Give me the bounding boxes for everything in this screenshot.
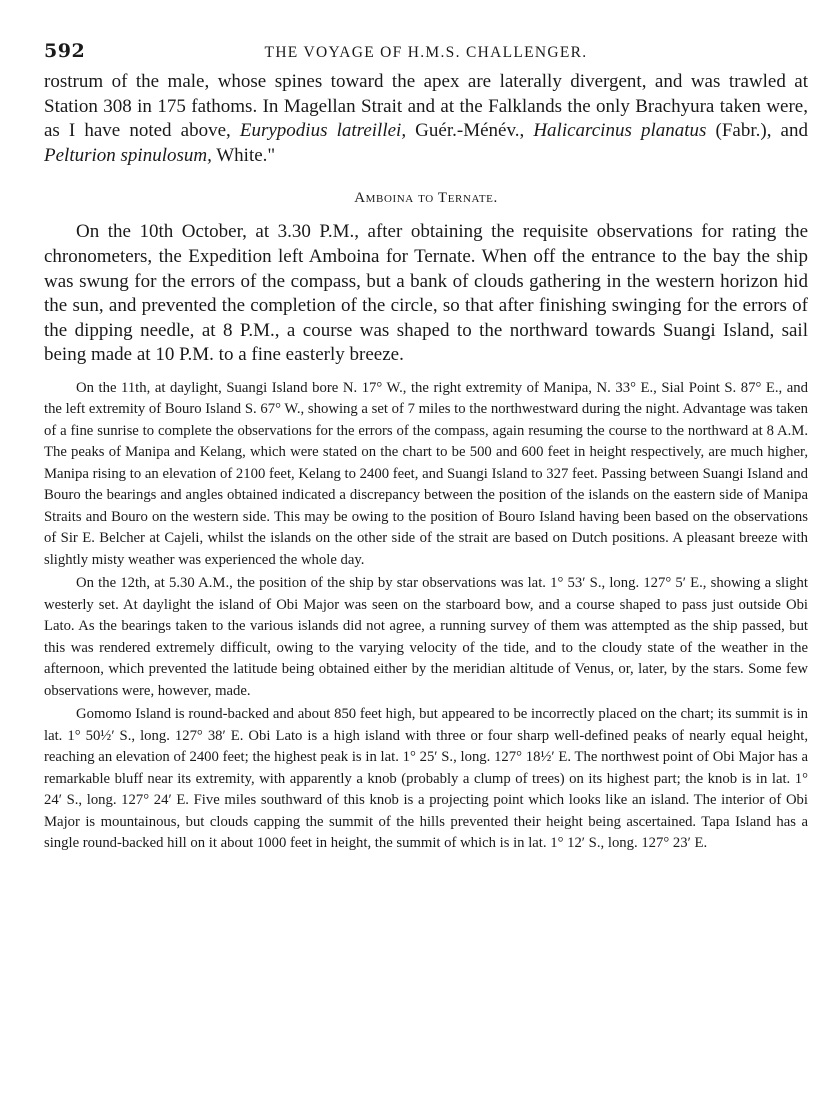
page (44, 40, 808, 855)
paragraph-10th-october: On the 10th October, at 3.30 P.M., after obtaining the requisite observations for rating the chronometers, the Expedition left Amboina for Ternate. When off the entrance to the bay the ship was swung for the errors of the compass, but a bank of clouds gathering in the western horizon hid the sun, and prevented the completion of the circle, so that after finishing swinging for the errors of the dipping needle, at 8 P.M., a course was shaped to the northward towards Suangi Island, sail being made at 10 P.M. to a fine easterly breeze. (44, 221, 808, 366)
running-title: THE VOYAGE OF H.M.S. CHALLENGER. (264, 44, 588, 61)
spacer (44, 368, 808, 378)
species-name: Pelturion spinulosum, (44, 144, 212, 166)
paragraph-11th: On the 11th, at daylight, Suangi Island bore N. 17° W., the right extremity of Manipa, N. 33° E., Sial Point S. 87° E., and the left extremity of Bouro Island S. 67° W., showing a set of 7 miles to the northwestward during the night. Advantage was taken of a fine sunrise to complete the observations for the errors of the compass, again resuming the course to the northward at 8 A.M. The peaks of Manipa and Kelang, which were stated on the chart to be 500 and 600 feet in height respectively, are much higher, Manipa rising to an elevation of 2100 feet, Kelang to 2400 feet, and Suangi Island to 327 feet. Passing between Suangi Island and Bouro the bearings and angles obtained indicated a discrepancy between the position of the islands on the eastern side of Manipa Straits and Bouro on the western side. This may be owing to the position of Bouro Island having been based on the observations of Sir E. Belcher at Cajeli, whilst the islands on the other side of the strait are based on Dutch positions. A pleasant breeze with slightly misty weather was experienced the whole day. (44, 379, 808, 568)
species-name: Eurypodius latreillei, (239, 120, 407, 142)
running-header (44, 40, 808, 70)
paragraph-text: Guér.-Ménév., (406, 120, 534, 142)
paragraph-text: rostrum of the male, whose spines toward the apex are laterally divergent, and was trawled at Station 308 in 175 fathoms. In Magellan Strait and at the Falklands the only Brachyura taken were, as I have noted above, (44, 71, 808, 142)
continued-paragraph (44, 70, 808, 168)
paragraph-gomomo-island: Gomomo Island is round-backed and about 850 feet high, but appeared to be incorrectly placed on the chart; its summit is in lat. 1° 50½′ S., long. 127° 38′ E. Obi Lato is a high island with three or four sharp well-defined peaks of nearly equal height, reaching an elevation of 2400 feet; the highest peak is in lat. 1° 25′ S., long. 127° 18½′ E. The northwest point of Obi Major has a remarkable bluff near its extremity, with apparently a knob (probably a clump of trees) on its highest part; the knob is in lat. 1° 24′ S., long. 127° 24′ E. Five miles southward of this knob is a projecting point which looks like an island. The interior of Obi Major is mountainous, but clouds capping the summit of the hills prevented their height being ascertained. Tapa Island has a single round-backed hill on it about 1000 feet in height, the summit of which is in lat. 1° 12′ S., long. 127° 23′ E. (44, 706, 808, 852)
section-heading: Amboina to Ternate. (354, 190, 498, 207)
paragraph-text: (Fabr.), and (706, 120, 808, 142)
paragraph-12th: On the 12th, at 5.30 A.M., the position of the ship by star observations was lat. 1° 53′ S., long. 127° 5′ E., showing a slight westerly set. At daylight the island of Obi Major was seen on the starboard bow, and a course shaped to pass just outside Obi Lato. As the bearings taken to the various islands did not agree, a running survey of them was attempted as the ship passed, but this was rendered extremely difficult, owing to the varying velocity of the tide, and to the cloudy state of the weather in the afternoon, which prevented the latitude being obtained either by the meridian altitude of Venus, or, later, by the stars. Some few observations were, however, made. (44, 575, 808, 699)
page-number: 592 (44, 40, 86, 62)
species-name: Halicarcinus planatus (533, 120, 707, 142)
paragraph-text: White." (211, 144, 276, 166)
